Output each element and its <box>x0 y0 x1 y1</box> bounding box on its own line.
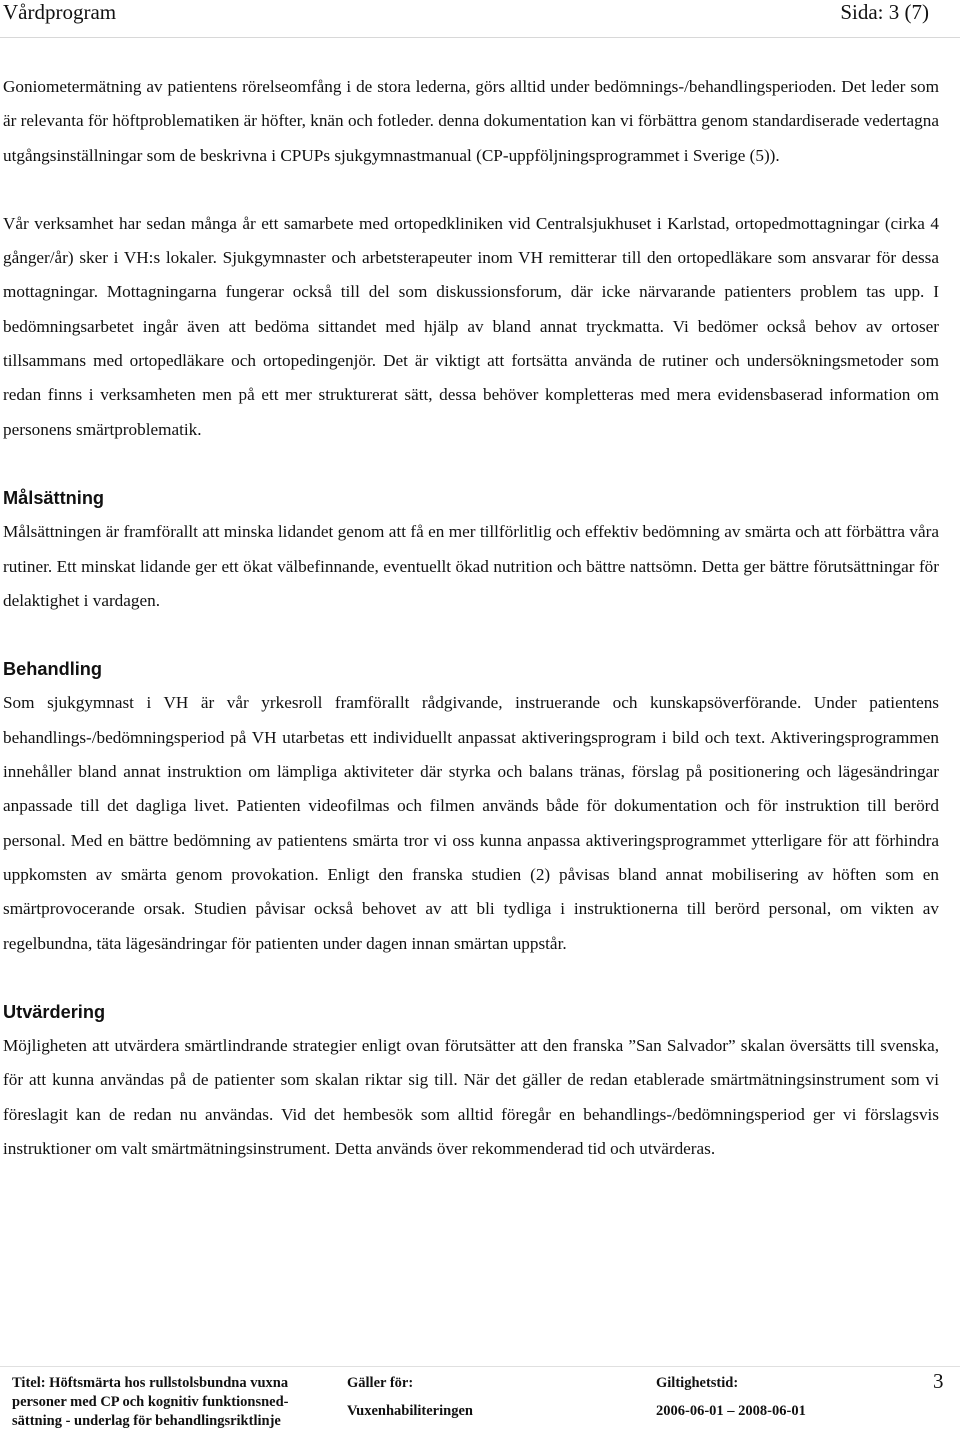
footer-applies-to <box>347 1374 473 1421</box>
section-heading-malsattning: Målsättning <box>3 487 105 508</box>
intro-paragraph-1: Goniometermätning av patientens rörelseomfång i de stora lederna, görs alltid under bedömnings-/behandlingsperioden. Det leder som är relevanta för höftproblematiken är höfter, knän och fotleder. denna dokumentation kan vi förbättra genom standardiserade vedertagna utgångsinställningar som de beskrivna i CPUPs sjukgymnastmanual (CP-uppföljningsprogrammet i Sverige (5)). <box>3 77 939 165</box>
footer-title-line: sättning - underlag för behandlingsriktlinje <box>12 1413 281 1429</box>
header-divider <box>0 37 960 38</box>
footer-title-line: personer med CP och kognitiv funktionsned- <box>12 1394 289 1410</box>
validity-label: Giltighetstid: <box>656 1375 739 1391</box>
section-heading-utvardering: Utvärdering <box>3 1001 106 1022</box>
applies-label: Gäller för: <box>347 1375 414 1391</box>
validity-value: 2006-06-01 – 2008-06-01 <box>656 1403 806 1419</box>
page-indicator: Sida: 3 (7) <box>840 0 929 24</box>
page-number: 3 <box>933 1369 944 1393</box>
footer-divider <box>0 1366 960 1367</box>
footer-title <box>12 1374 332 1431</box>
section-text-utvardering: Möjligheten att utvärdera smärtlindrande strategier enligt ovan förutsätter att den franska ”San Salvador” skalan översätts till svenska, för att kunna användas på de patienter som skalan riktar sig till. När det gäller de redan etablerade smärtmätningsinstrument som vi föreslagit kan de redan nu användas. Vid det hembesök som alltid föregår en behandlings-/bedömningsperiod ger vi förslagsvis instruktioner om valt smärtmätningsinstrument. Detta används över rekommenderad tid och utvärderas. <box>3 1036 939 1159</box>
footer-title-line: Titel: Höftsmärta hos rullstolsbundna vuxna <box>12 1375 289 1391</box>
section-text-malsattning: Målsättningen är framförallt att minska lidandet genom att få en mer tillförlitlig och effektiv bedömning av smärta och att förbättra våra rutiner. Ett minskat lidande ger ett ökat välbefinnande, eventuellt ökad nutrition och bättre nattsömn. Detta ger bättre förutsättningar för delaktighet i vardagen. <box>3 522 939 610</box>
document-body <box>3 70 939 1166</box>
footer-validity <box>656 1374 806 1421</box>
document-title: Vårdprogram <box>3 0 117 24</box>
applies-value: Vuxenhabiliteringen <box>347 1403 473 1419</box>
section-heading-behandling: Behandling <box>3 659 103 680</box>
section-text-behandling: Som sjukgymnast i VH är vår yrkesroll framförallt rådgivande, instruerande och kunskapsöverförande. Under patientens behandlings-/bedömningsperiod på VH utarbetas ett individuellt anpassat aktiveringsprogram i bild och text. Aktiveringsprogrammen innehåller bland annat instruktion om lämpliga aktiviteter där styrka och balans tränas, förslag på positionering och lägesändringar anpassade till det dagliga livet. Patienten videofilmas och filmen används både för dokumentation och för instruktion till berörd personal. Med en bättre bedömning av patientens smärta tror vi oss kunna anpassa aktiveringsprogrammet ytterligare för att förhindra uppkomsten av smärta genom provokation. Enligt den franska studien (2) påvisas bland annat mobilisering av höften som en smärtprovocerande orsak. Studien påvisar också behovet av att bli tydliga i instruktionerna till berörd personal, om vikten av regelbundna, täta lägesändringar för patienten under dagen innan smärtan uppstår. <box>3 693 939 953</box>
intro-paragraph-2: Vår verksamhet har sedan många år ett samarbete med ortopedkliniken vid Centralsjukhuset i Karlstad, ortopedmottagningar (cirka 4 gånger/år) sker i VH:s lokaler. Sjukgymnaster och arbetsterapeuter inom VH remitterar till den ortopedläkare som ansvarar för dessa mottagningar. Mottagningarna fungerar också till del som diskussionsforum, där icke närvarande patienters problem tas upp. I bedömningsarbetet ingår även att bedöma sittandet med hjälp av bland annat tryckmatta. Vi bedömer också behov av ortoser tillsammans med ortopedläkare och ortopedingenjör. Det är viktigt att fortsätta använda de rutiner och undersökningsmetoder som redan finns i verksamheten men på ett mer strukturerat sätt, dessa behöver kompletteras med mera evidensbaserad information om personens smärtproblematik. <box>3 213 939 439</box>
